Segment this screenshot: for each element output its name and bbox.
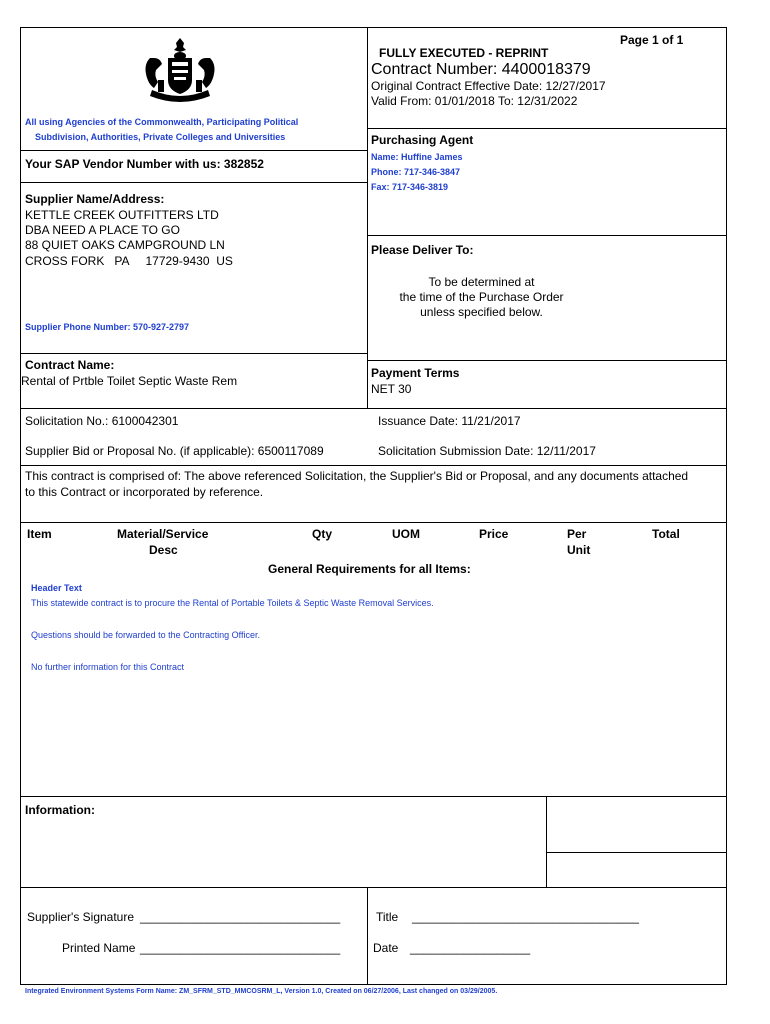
supplier-bid-number: Supplier Bid or Proposal No. (if applicable): 6500117089 [25,444,324,458]
date-label: Date [373,941,399,955]
title-line: __________________________________ [412,910,639,924]
solicitation-number: Solicitation No.: 6100042301 [25,414,179,428]
contract-name-heading: Contract Name: [25,358,115,372]
agencies-line-2: Subdivision, Authorities, Private Colleges and Universities [35,132,286,142]
agent-bottom-line [367,235,727,236]
payment-terms: NET 30 [371,382,412,396]
supplier-bottom-line [20,353,368,354]
supplier-line: 88 QUIET OAKS CAMPGROUND LN [25,238,225,252]
deliver-bottom-line [367,360,727,361]
col-material-desc: Desc [149,543,178,557]
general-requirements-heading: General Requirements for all Items: [268,562,471,576]
col-qty: Qty [312,527,333,541]
col-total: Total [652,527,680,541]
col-per: Per [567,527,587,541]
deliver-line: To be determined at [428,275,535,289]
table-top-line [20,522,727,523]
info-inner-horizontal [546,852,727,853]
original-effective-date: Original Contract Effective Date: 12/27/2017 [371,79,606,93]
info-inner-vertical [546,796,547,888]
agent-fax: Fax: 717-346-3819 [371,182,449,192]
submission-date: Solicitation Submission Date: 12/11/2017 [378,444,596,458]
deliver-line: the time of the Purchase Order [399,290,564,304]
signature-vertical [367,887,368,985]
supplier-heading: Supplier Name/Address: [25,192,165,206]
supplier-signature-line: ______________________________ [140,910,341,924]
information-heading: Information: [25,803,95,817]
comprised-top-line [20,465,727,466]
comprised-line-1: This contract is comprised of: The above referenced Solicitation, the Supplier's Bid or Proposal, and any documents attached [25,469,689,483]
outer-bottom-border [20,984,727,985]
printed-name-line: ______________________________ [140,941,341,955]
outer-left-border [20,27,21,985]
signature-top-line [20,887,727,888]
agent-phone: Phone: 717-346-3847 [371,167,461,177]
general-left-line [20,578,21,579]
agent-name: Name: Huffine James [371,152,463,162]
outer-right-border [726,27,727,985]
header-text-label: Header Text [31,583,82,593]
supplier-phone: Supplier Phone Number: 570-927-2797 [25,322,190,332]
valid-dates: Valid From: 01/01/2018 To: 12/31/2022 [371,94,578,108]
contract-name: Rental of Prtble Toilet Septic Waste Rem [21,374,238,388]
commonwealth-seal-icon [138,36,222,106]
deliver-to-heading: Please Deliver To: [371,243,474,257]
payment-terms-heading: Payment Terms [371,366,460,380]
col-price: Price [479,527,509,541]
vendor-bottom-line [20,182,368,183]
general-text-3: No further information for this Contract [31,662,185,672]
center-divider [367,27,368,408]
contract-number: Contract Number: 4400018379 [371,61,591,78]
general-text-2: Questions should be forwarded to the Contracting Officer. [31,630,260,640]
sap-vendor-number: Your SAP Vendor Number with us: 382852 [25,157,264,171]
outer-top-border [20,27,727,28]
header-right-bottom [367,128,727,129]
info-top-line [20,796,727,797]
comprised-line-2: to this Contract or incorporated by reference. [25,485,264,499]
col-per-unit: Unit [567,543,591,557]
page-indicator: Page 1 of 1 [620,33,684,47]
supplier-signature-label: Supplier's Signature [27,910,135,924]
purchasing-agent-heading: Purchasing Agent [371,133,474,147]
supplier-line: DBA NEED A PLACE TO GO [25,223,180,237]
printed-name-label: Printed Name [62,941,136,955]
contract-bottom-line [20,408,727,409]
col-uom: UOM [392,527,420,541]
supplier-line: CROSS FORK PA 17729-9430 US [25,254,233,268]
date-line: __________________ [410,941,531,955]
col-item: Item [27,527,52,541]
supplier-line: KETTLE CREEK OUTFITTERS LTD [25,208,219,222]
form-footer: Integrated Environment Systems Form Name: ZM_SFRM_STD_MMCOSRM_L, Version 1.0, Created on 06/27/2006, Last changed on 03/29/2005. [25,988,498,995]
deliver-line: unless specified below. [420,305,543,319]
vendor-top-line [20,150,368,151]
status-label: FULLY EXECUTED - REPRINT [379,46,549,60]
agencies-line-1: All using Agencies of the Commonwealth, Participating Political [25,117,299,127]
title-label: Title [376,910,399,924]
general-text-1: This statewide contract is to procure the Rental of Portable Toilets & Septic Waste Removal Services. [31,598,434,608]
issuance-date: Issuance Date: 11/21/2017 [378,414,521,428]
col-material: Material/Service [117,527,209,541]
